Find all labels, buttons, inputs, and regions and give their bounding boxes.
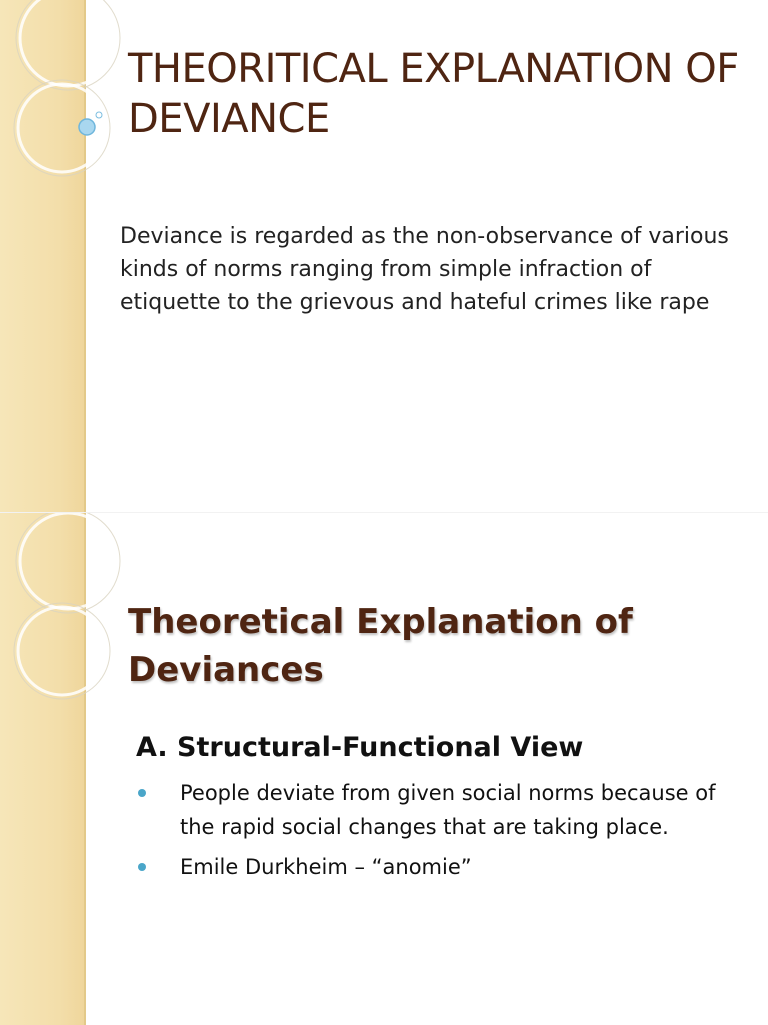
- bullet-icon: [138, 863, 146, 871]
- slide-title: Theoretical Explanation of Deviances: [128, 602, 633, 690]
- slide-1: [0, 0, 768, 512]
- slide-title: THEORITICAL EXPLANATION OF DEVIANCE: [128, 46, 739, 142]
- slide-2: [0, 512, 768, 1025]
- slide-body-text: Deviance is regarded as the non-observance of various kinds of norms ranging from simple infraction of etiquette to the grievous and hateful crimes like rape: [120, 224, 729, 315]
- list-item-text: People deviate from given social norms because of the rapid social changes that are taking place.: [180, 781, 716, 839]
- list-item-text: Emile Durkheim – “anomie”: [180, 855, 472, 879]
- left-stripe: [0, 0, 84, 512]
- stripe-edge: [84, 0, 86, 512]
- stripe-edge: [84, 513, 86, 1025]
- list-item: [136, 776, 736, 844]
- bullet-icon: [138, 789, 146, 797]
- bullet-list: [136, 776, 736, 890]
- list-item: [136, 850, 736, 884]
- section-heading: A. Structural-Functional View: [136, 732, 584, 763]
- left-stripe: [0, 513, 84, 1025]
